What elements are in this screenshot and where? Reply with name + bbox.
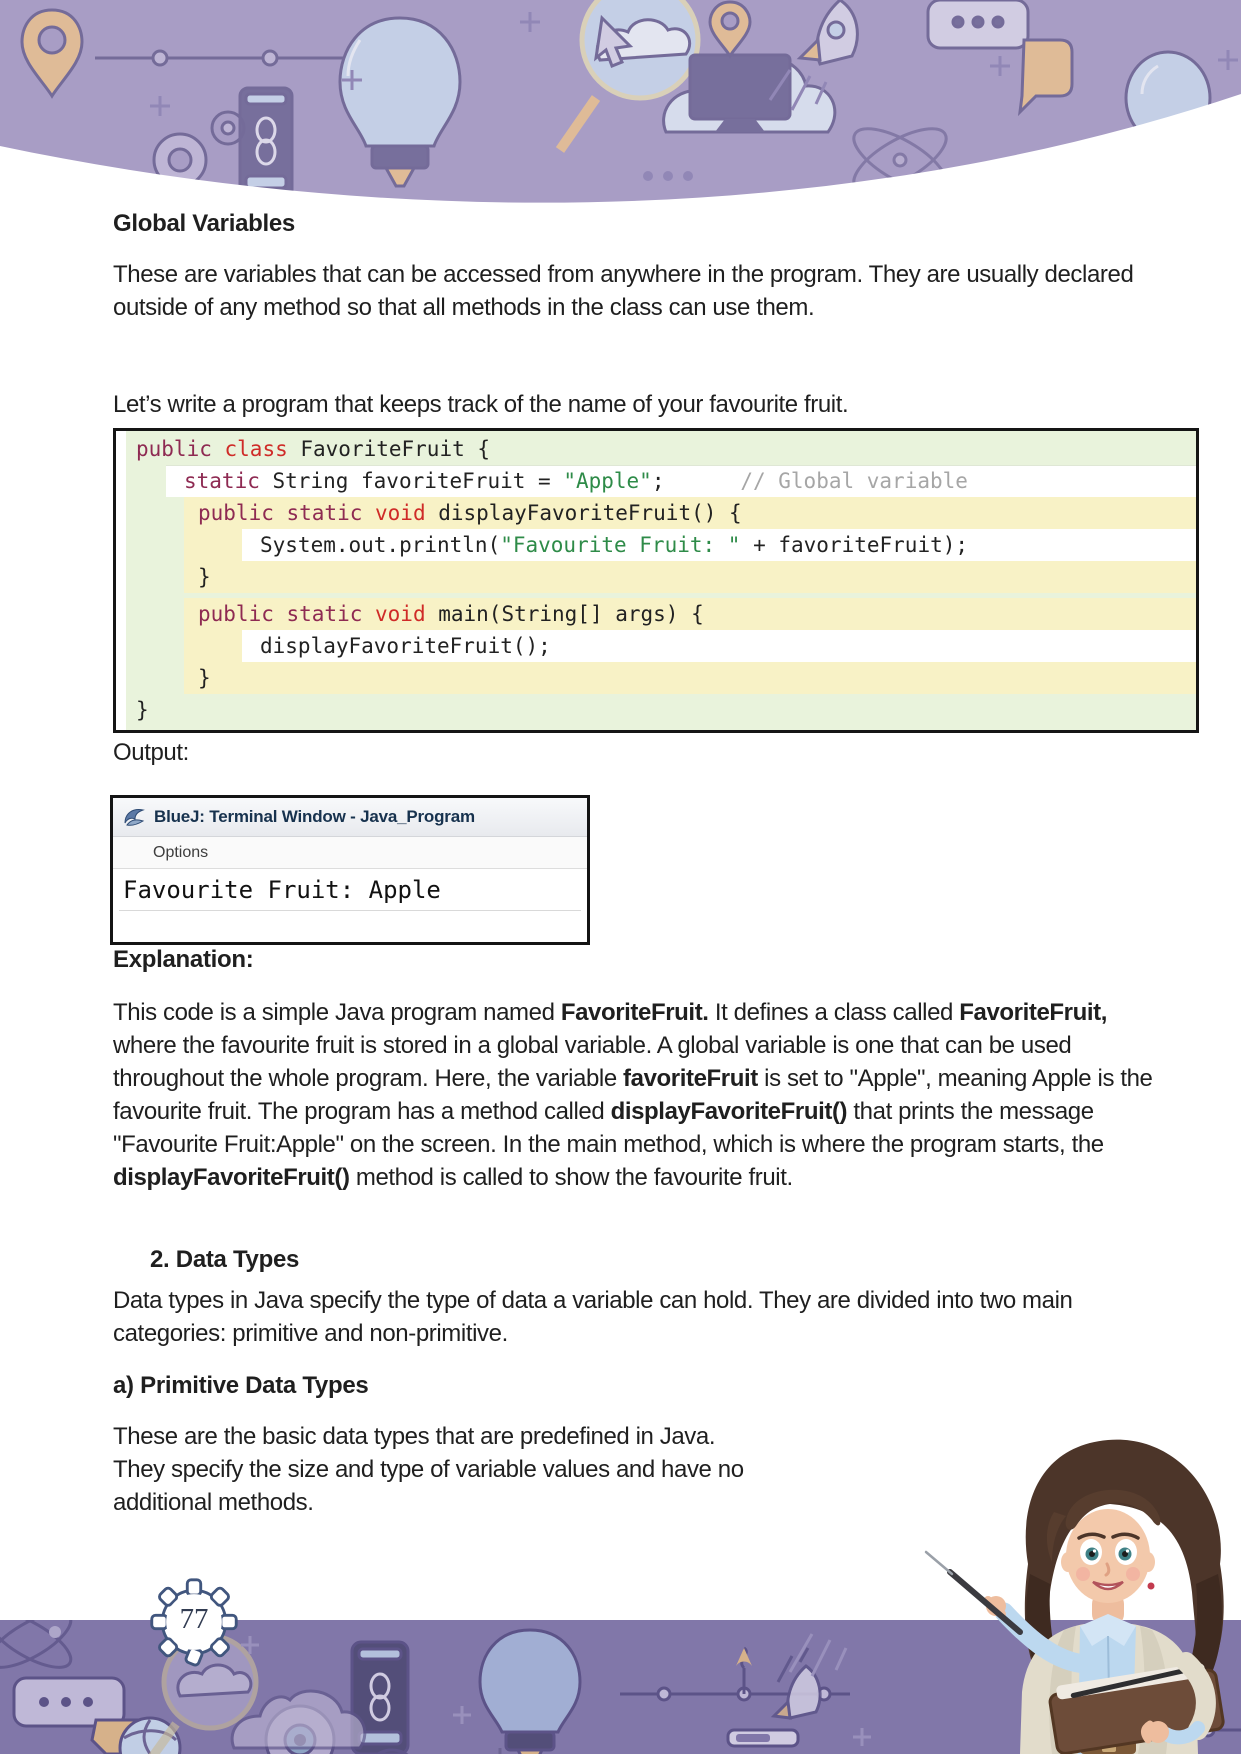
page-number-gear-badge (146, 1572, 242, 1672)
code-line: static String favoriteFruit = "Apple"; // Global variable (126, 465, 1196, 497)
code-line: public static void main(String[] args) { (184, 598, 1196, 630)
terminal-output-line: Favourite Fruit: Apple (119, 874, 581, 911)
code-line: } (136, 698, 149, 722)
bluej-icon (123, 807, 145, 827)
primitive-data-types-paragraph: These are the basic data types that are predefined in Java. They specify the size and type of variable values and have no additional methods. (113, 1423, 744, 1516)
data-types-heading: 2. Data Types (150, 1246, 300, 1273)
terminal-content (113, 869, 587, 911)
code-line: public static void displayFavoriteFruit() { (184, 497, 1196, 529)
terminal-title: BlueJ: Terminal Window - Java_Program (154, 807, 475, 826)
data-types-paragraph: Data types in Java specify the type of data a variable can hold. They are divided into two main categories: primitive and non-primitive. (113, 1287, 1073, 1347)
code-line: } (184, 561, 1196, 593)
code-line: } (184, 662, 1196, 694)
code-class-scope (126, 431, 1196, 730)
pointer-pen (950, 1572, 1020, 1632)
page-number: 77 (179, 1602, 209, 1635)
terminal-menubar (113, 837, 587, 869)
primitive-data-types-heading: a) Primitive Data Types (113, 1372, 369, 1399)
section-heading-global-variables: Global Variables (113, 210, 295, 237)
output-label: Output: (113, 739, 189, 766)
code-line: System.out.println("Favourite Fruit: " + favoriteFruit); (184, 529, 1196, 561)
paragraph-lets-write: Let’s write a program that keeps track of the name of your favourite fruit. (113, 391, 849, 418)
header-decor-band (0, 0, 1241, 232)
dots-chip-icon (728, 1730, 798, 1746)
paragraph-global-variables: These are variables that can be accessed from anywhere in the program. They are usually declared outside of any method so that all methods in the class can use them. (113, 261, 1134, 321)
teacher-character-illustration (880, 1424, 1241, 1754)
java-code-editor-screenshot (113, 428, 1199, 733)
code-line: public class FavoriteFruit { (136, 437, 491, 461)
explanation-heading: Explanation: (113, 946, 254, 973)
terminal-options-menu[interactable]: Options (153, 843, 209, 861)
explanation-paragraph: This code is a simple Java program named FavoriteFruit. It defines a class called FavoriteFruit, where the favourite fruit is stored in a global variable. A global variable is one that can be used throughout the whole program. Here, the variable favoriteFruit is set to "Apple", meaning Apple is the favourite fruit. The program has a method called displayFavoriteFruit() that prints the message "Favourite Fruit:Apple" on the screen. In the main method, which is where the program starts, the displayFavoriteFruit() method is called to show the favourite fruit. (113, 999, 1153, 1191)
bluej-terminal-window (110, 795, 590, 945)
code-line: displayFavoriteFruit(); (184, 630, 1196, 662)
smartphone-link-icon (240, 88, 292, 198)
header-decor-graphic (0, 0, 1241, 232)
dots-chip-icon (643, 171, 693, 181)
terminal-titlebar (113, 798, 587, 837)
